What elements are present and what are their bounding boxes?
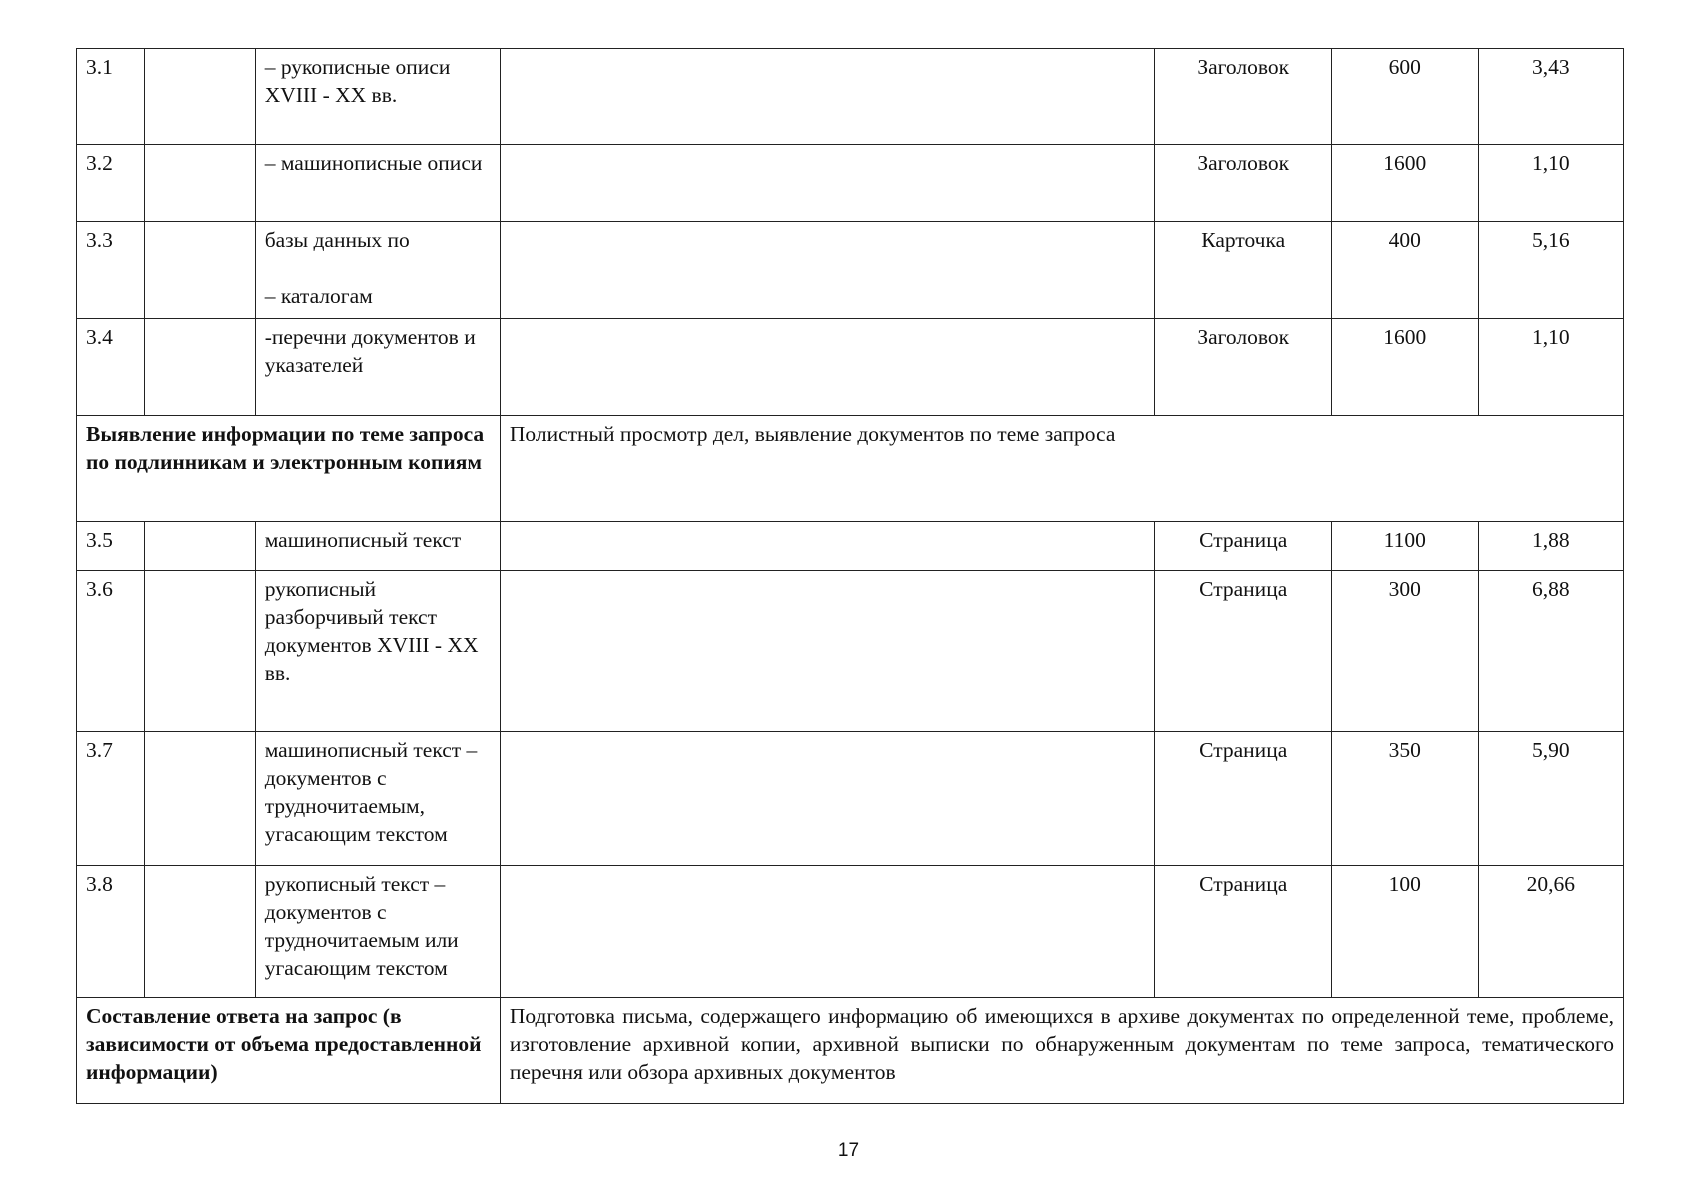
unit-cell: Страница xyxy=(1155,866,1332,998)
unit-cell: Страница xyxy=(1155,571,1332,732)
empty-cell xyxy=(500,49,1155,145)
section-description: Подготовка письма, содержащего информацию об имеющихся в архиве документах по определенной теме, проблеме, изготовление архивной копии, архивной выписки по обнаруженным документам по теме запроса, тематического перечня или обзора архивных документов xyxy=(500,998,1623,1104)
empty-cell xyxy=(500,732,1155,866)
empty-cell xyxy=(500,571,1155,732)
table-row xyxy=(77,145,1624,222)
empty-cell xyxy=(144,145,255,222)
row-description: рукописный текст – документов с трудночитаемым или угасающим текстом xyxy=(255,866,500,998)
price-cell: 20,66 xyxy=(1478,866,1624,998)
row-number: 3.6 xyxy=(77,571,145,732)
row-number: 3.4 xyxy=(77,319,145,416)
row-number: 3.5 xyxy=(77,522,145,571)
section-title: Составление ответа на запрос (в зависимости от объема предоставленной информации) xyxy=(77,998,501,1104)
unit-cell: Страница xyxy=(1155,522,1332,571)
table-row xyxy=(77,222,1624,319)
table-row xyxy=(77,49,1624,145)
empty-cell xyxy=(144,222,255,319)
price-cell: 3,43 xyxy=(1478,49,1624,145)
row-description: рукописный разборчивый текст документов XVIII - XX вв. xyxy=(255,571,500,732)
unit-cell: Заголовок xyxy=(1155,145,1332,222)
empty-cell xyxy=(144,522,255,571)
row-description: базы данных по – каталогам xyxy=(255,222,500,319)
price-cell: 1,88 xyxy=(1478,522,1624,571)
row-description: машинописный текст xyxy=(255,522,500,571)
row-description: – рукописные описи XVIII - XX вв. xyxy=(255,49,500,145)
row-number: 3.7 xyxy=(77,732,145,866)
norm-cell: 1600 xyxy=(1332,319,1478,416)
price-cell: 6,88 xyxy=(1478,571,1624,732)
norm-cell: 100 xyxy=(1332,866,1478,998)
row-description: – машинописные описи xyxy=(255,145,500,222)
table-row xyxy=(77,571,1624,732)
unit-cell: Заголовок xyxy=(1155,49,1332,145)
norm-cell: 400 xyxy=(1332,222,1478,319)
section-row xyxy=(77,416,1624,522)
empty-cell xyxy=(500,866,1155,998)
row-number: 3.2 xyxy=(77,145,145,222)
page-number: 17 xyxy=(837,1140,860,1161)
row-number: 3.3 xyxy=(77,222,145,319)
price-cell: 1,10 xyxy=(1478,319,1624,416)
empty-cell xyxy=(500,222,1155,319)
norm-cell: 600 xyxy=(1332,49,1478,145)
norm-cell: 1600 xyxy=(1332,145,1478,222)
empty-cell xyxy=(144,732,255,866)
empty-cell xyxy=(500,145,1155,222)
norm-cell: 1100 xyxy=(1332,522,1478,571)
table-row xyxy=(77,522,1624,571)
empty-cell xyxy=(144,571,255,732)
table-section-identification xyxy=(77,416,1624,522)
empty-cell xyxy=(144,866,255,998)
section-title: Выявление информации по теме запроса по подлинникам и электронным копиям xyxy=(77,416,501,522)
norm-cell: 300 xyxy=(1332,571,1478,732)
table-body-top xyxy=(77,49,1624,416)
empty-cell xyxy=(144,319,255,416)
unit-cell: Карточка xyxy=(1155,222,1332,319)
price-cell: 5,16 xyxy=(1478,222,1624,319)
unit-cell: Заголовок xyxy=(1155,319,1332,416)
table-row xyxy=(77,866,1624,998)
section-description: Полистный просмотр дел, выявление документов по теме запроса xyxy=(500,416,1623,522)
table-section-answer xyxy=(77,998,1624,1104)
row-description: машинописный текст – документов с трудночитаемым, угасающим текстом xyxy=(255,732,500,866)
price-cell: 1,10 xyxy=(1478,145,1624,222)
table-row xyxy=(77,319,1624,416)
row-number: 3.1 xyxy=(77,49,145,145)
unit-cell: Страница xyxy=(1155,732,1332,866)
tariff-table xyxy=(76,48,1624,1104)
row-number: 3.8 xyxy=(77,866,145,998)
empty-cell xyxy=(500,319,1155,416)
empty-cell xyxy=(144,49,255,145)
table-row xyxy=(77,732,1624,866)
empty-cell xyxy=(500,522,1155,571)
section-row xyxy=(77,998,1624,1104)
table-body-mid xyxy=(77,522,1624,998)
price-cell: 5,90 xyxy=(1478,732,1624,866)
norm-cell: 350 xyxy=(1332,732,1478,866)
row-description: -перечни документов и указателей xyxy=(255,319,500,416)
